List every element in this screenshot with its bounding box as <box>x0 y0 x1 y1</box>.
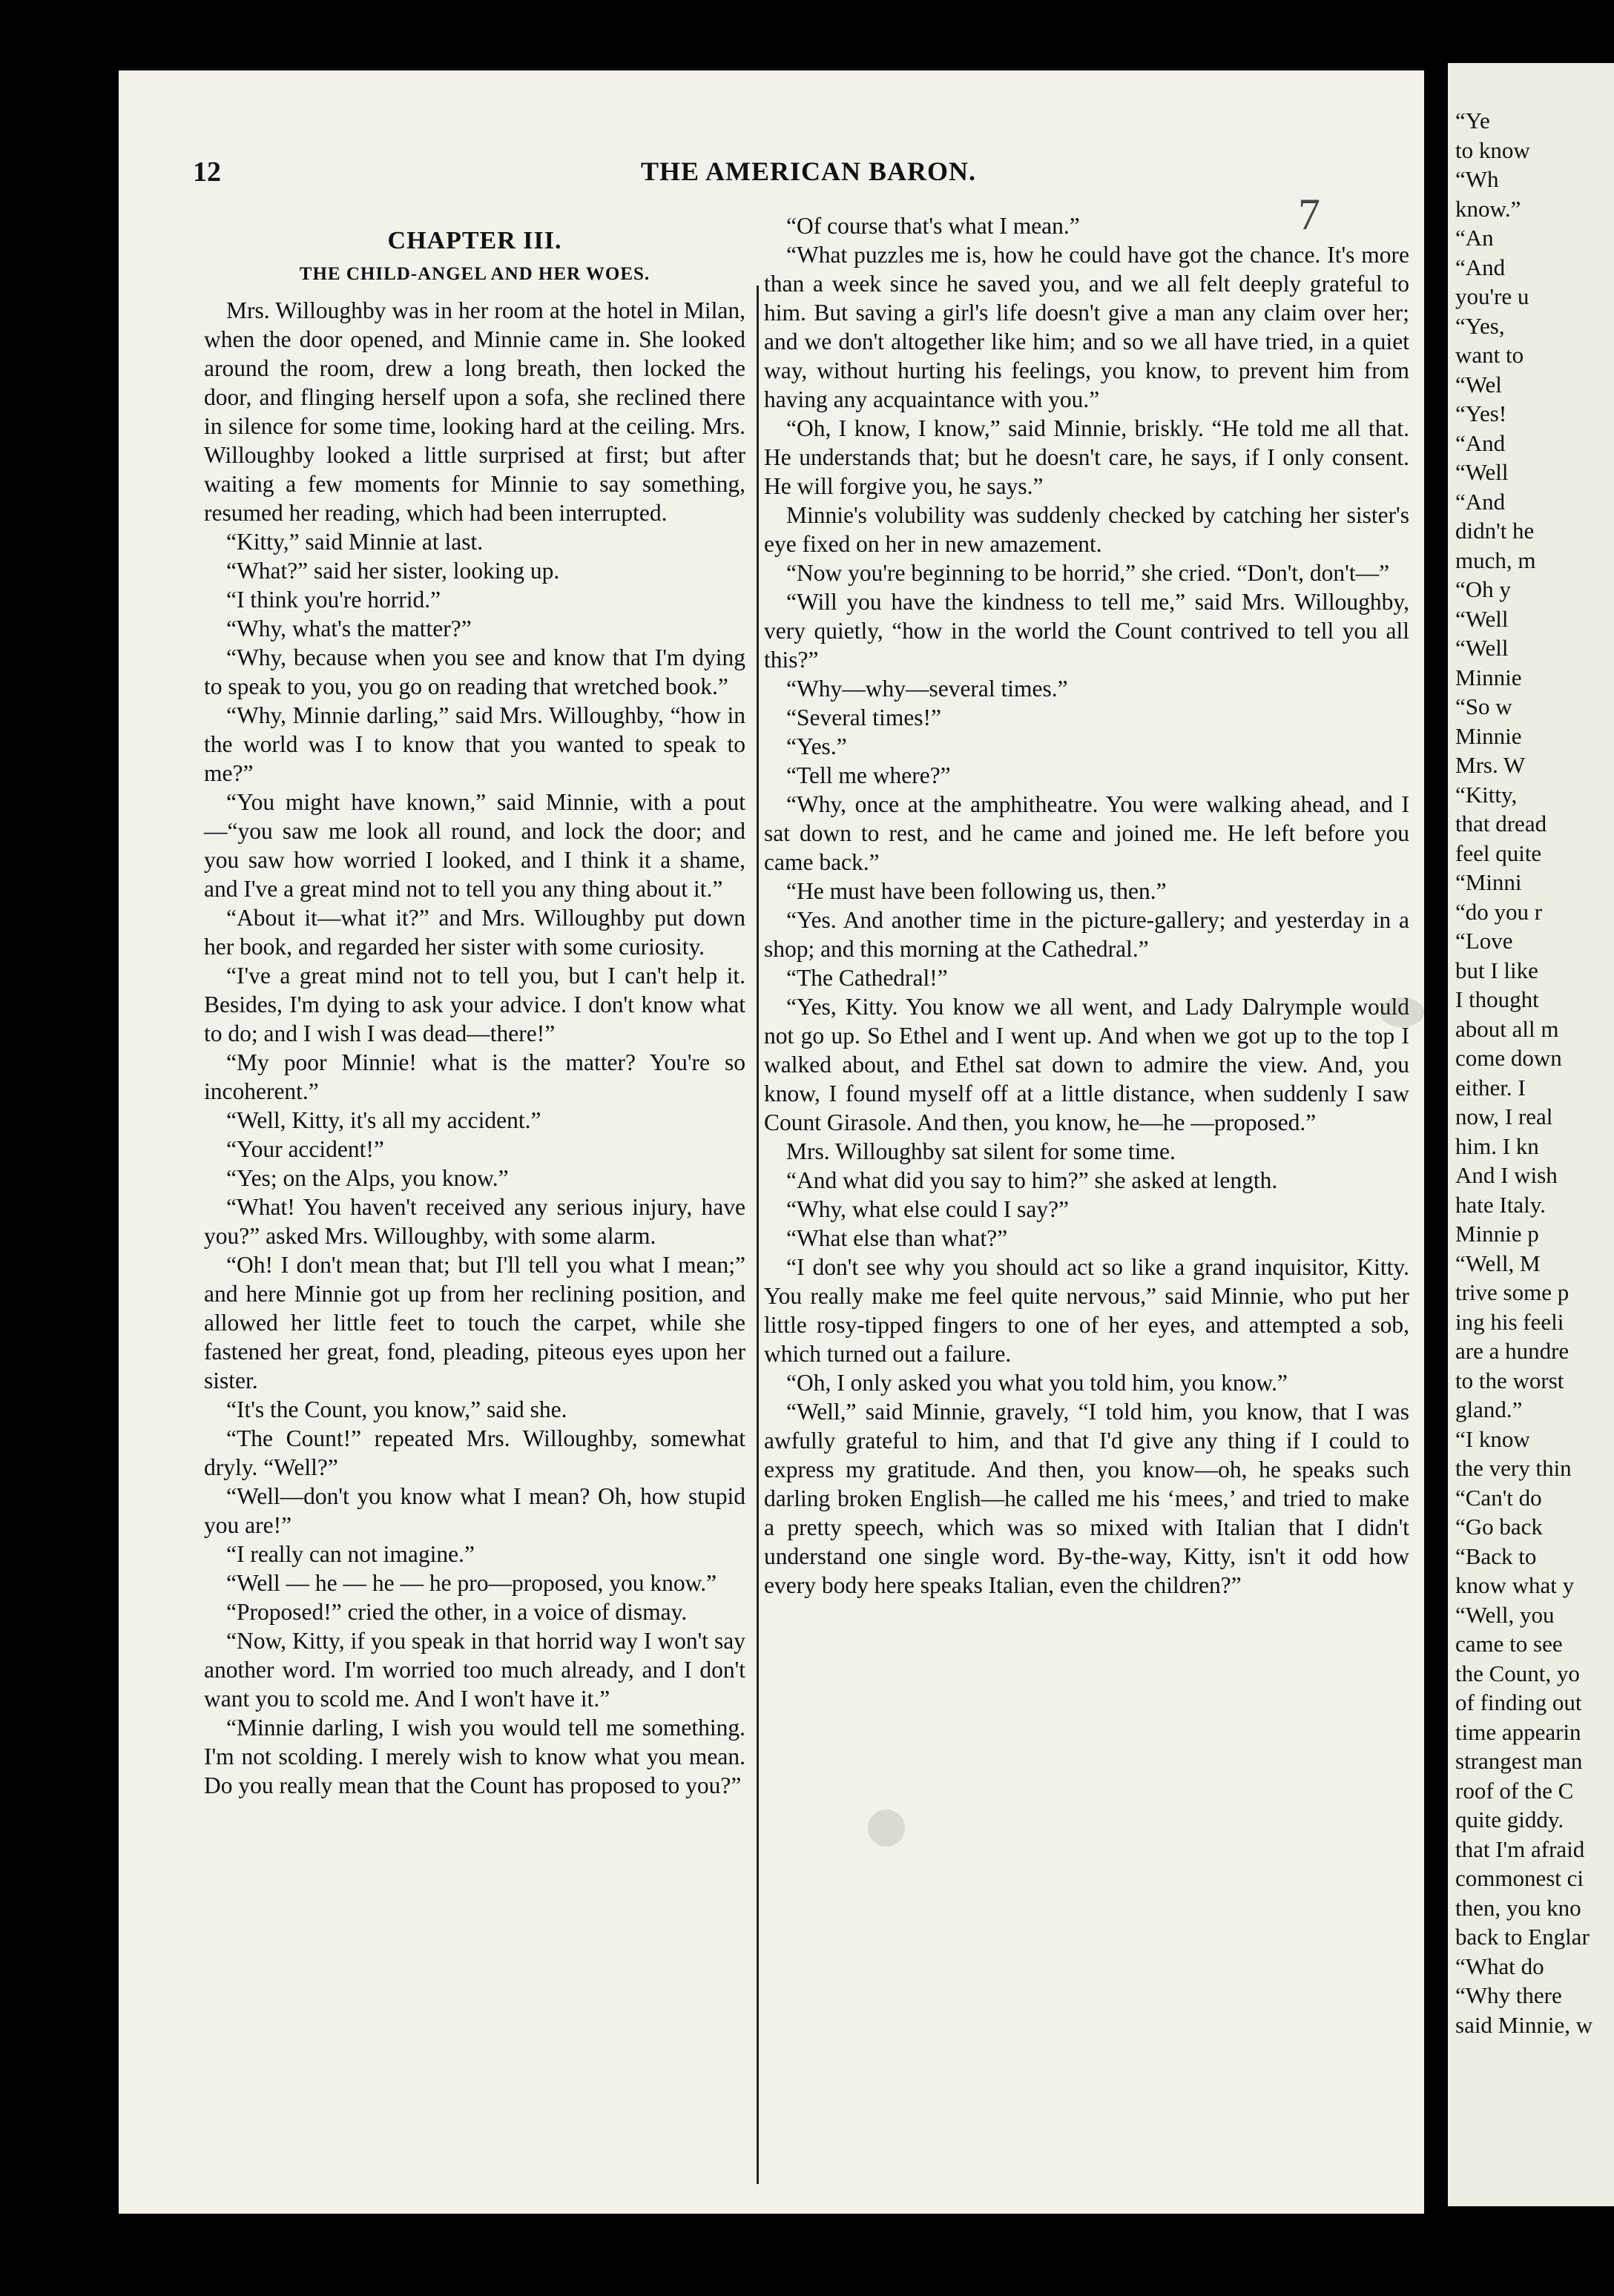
text-fragment: that dread <box>1455 811 1547 837</box>
text-fragment: “Oh y <box>1455 576 1511 602</box>
text-fragment: Minnie p <box>1455 1221 1539 1247</box>
text-fragment: “So w <box>1455 693 1512 719</box>
paragraph: “The Count!” repeated Mrs. Willoughby, somewhat dryly. “Well?” <box>204 1425 745 1480</box>
paragraph: “Minnie darling, I wish you would tell me something. I'm not scolding. I merely wish to know what you mean. Do you really mean that the Count has proposed to you?” <box>204 1715 745 1798</box>
handwritten-mark: 7 <box>1298 190 1320 239</box>
paragraph: “He must have been following us, then.” <box>786 878 1167 904</box>
text-fragment: of finding out <box>1455 1689 1582 1715</box>
text-fragment: the Count, yo <box>1455 1660 1580 1686</box>
paragraph: “Proposed!” cried the other, in a voice of dismay. <box>226 1599 688 1625</box>
text-fragment: “Back to <box>1455 1543 1537 1569</box>
paragraph: “Your accident!” <box>226 1136 384 1162</box>
text-fragment: “Kitty, <box>1455 781 1518 808</box>
text-fragment: “What do <box>1455 1953 1544 1979</box>
text-fragment: you're u <box>1455 283 1529 309</box>
chapter-heading: CHAPTER III. <box>387 227 562 254</box>
text-fragment: And I wish <box>1455 1162 1558 1188</box>
paragraph: “What else than what?” <box>786 1225 1008 1251</box>
column-divider <box>757 286 759 2184</box>
text-fragment: know what y <box>1455 1572 1575 1598</box>
paragraph: “Yes.” <box>786 733 847 759</box>
text-fragment: commonest ci <box>1455 1865 1584 1891</box>
text-fragment: “And <box>1455 488 1506 515</box>
text-fragment: gland.” <box>1455 1396 1523 1422</box>
chapter-subtitle: THE CHILD-ANGEL AND HER WOES. <box>299 264 650 284</box>
text-fragment: “Yes, <box>1455 312 1505 339</box>
paragraph: “I really can not imagine.” <box>226 1541 475 1567</box>
column-right-text <box>764 211 1409 1600</box>
text-fragment: ing his feeli <box>1455 1308 1564 1335</box>
page-number: 12 <box>193 156 221 188</box>
paragraph: “Yes; on the Alps, you know.” <box>226 1165 509 1191</box>
text-fragment: “Wel <box>1455 371 1502 397</box>
text-fragment: “An <box>1455 225 1494 251</box>
text-fragment: then, you kno <box>1455 1894 1581 1921</box>
paragraph: “Kitty,” said Minnie at last. <box>226 529 484 555</box>
text-fragment: “I know <box>1455 1425 1530 1452</box>
text-fragment: “Well <box>1455 605 1509 632</box>
paragraph: “Several times!” <box>786 705 942 730</box>
text-fragment: feel quite <box>1455 839 1542 866</box>
text-fragment: Minnie <box>1455 722 1522 749</box>
text-fragment: “Go back <box>1455 1514 1543 1540</box>
paragraph: “Why, once at the amphitheatre. You were walking ahead, and I sat down to rest, and he came and joined me. He left before you came back.” <box>764 791 1409 875</box>
paragraph: “About it—what it?” and Mrs. Willoughby put down her book, and regarded her sister with some curiosity. <box>204 905 745 960</box>
text-fragment: come down <box>1455 1045 1562 1071</box>
text-fragment: “Minni <box>1455 869 1522 895</box>
paragraph: “Why, what else could I say?” <box>786 1196 1070 1222</box>
text-fragment: are a hundre <box>1455 1338 1569 1364</box>
text-fragment: “Wh <box>1455 166 1499 192</box>
text-fragment: came to see <box>1455 1631 1563 1657</box>
text-fragment: back to Englar <box>1455 1924 1590 1950</box>
paragraph: “Yes, Kitty. You know we all went, and Lady Dalrymple would not go up. So Ethel and I went up. And when we got up to the top I walked about, and Ethel sat down to admire the view. And, you know, I found myself off at a little distance, when suddenly I saw Count Girasole. And then, you know, he—he —proposed.” <box>764 994 1409 1135</box>
paragraph: “Why—why—several times.” <box>786 676 1068 702</box>
column-left-text <box>204 296 745 1800</box>
text-fragment: “Love <box>1455 928 1513 954</box>
text-fragment: “Well, M <box>1455 1250 1541 1276</box>
text-fragment: strangest man <box>1455 1748 1583 1774</box>
text-fragment: to know <box>1455 136 1530 163</box>
text-fragment: “Well <box>1455 635 1509 661</box>
paragraph: “Well, Kitty, it's all my accident.” <box>226 1107 541 1133</box>
text-fragment: “And <box>1455 254 1506 280</box>
column-left <box>204 219 745 1800</box>
text-fragment: now, I real <box>1455 1104 1553 1129</box>
adjacent-page-fragment <box>1448 63 1614 2206</box>
text-fragment: I thought <box>1455 986 1539 1012</box>
paragraph: “The Cathedral!” <box>786 965 948 991</box>
text-fragment: but I like <box>1455 957 1538 983</box>
paragraph: “Of course that's what I mean.” <box>786 213 1080 239</box>
paragraph: “It's the Count, you know,” said she. <box>226 1396 567 1422</box>
text-fragment: “Yes! <box>1455 400 1507 426</box>
paragraph: “Oh! I don't mean that; but I'll tell you what I mean;” and here Minnie got up from her reclining position, and allowed her little feet to touch the carpet, while she fastened her great, fond, pleading, piteous eyes upon her sister. <box>204 1252 745 1393</box>
paragraph: “What?” said her sister, looking up. <box>226 558 560 584</box>
text-fragment: said Minnie, w <box>1455 2011 1593 2038</box>
text-fragment: him. I kn <box>1455 1132 1539 1159</box>
paragraph: “Oh, I only asked you what you told him, you know.” <box>786 1370 1288 1396</box>
paragraph: “Yes. And another time in the picture-gallery; and yesterday in a shop; and this morning at the Cathedral.” <box>764 907 1409 962</box>
paragraph: “I think you're horrid.” <box>226 587 441 613</box>
text-fragment: hate Italy. <box>1455 1191 1546 1218</box>
text-fragment: “And <box>1455 429 1506 456</box>
paragraph: “Why, what's the matter?” <box>226 616 472 641</box>
paragraph: Mrs. Willoughby sat silent for some time. <box>786 1138 1176 1164</box>
paragraph: “Why, Minnie darling,” said Mrs. Willoughby, “how in the world was I to know that you wanted to speak to me?” <box>204 702 745 786</box>
text-fragment: Mrs. W <box>1455 752 1526 778</box>
text-fragment: “do you r <box>1455 898 1543 925</box>
paragraph: Minnie's volubility was suddenly checked by catching her sister's eye fixed on her in new amazement. <box>764 502 1409 557</box>
paragraph: “I don't see why you should act so like a grand inquisitor, Kitty. You really make me feel quite nervous,” said Minnie, who put her little rosy-tipped fingers to one of her eyes, and attempted a sob, which turned out a failure. <box>764 1254 1409 1367</box>
text-fragment: “Why there <box>1455 1982 1562 2008</box>
paragraph: “My poor Minnie! what is the matter? You're so incoherent.” <box>204 1049 745 1104</box>
text-fragment: the very thin <box>1455 1455 1572 1481</box>
paragraph: “Now you're beginning to be horrid,” she cried. “Don't, don't—” <box>786 560 1390 586</box>
column-right <box>764 211 1409 1600</box>
paragraph: “I've a great mind not to tell you, but I can't help it. Besides, I'm dying to ask your advice. I don't know what to do; and I wish I was dead—there!” <box>204 963 745 1046</box>
paragraph: “What! You haven't received any serious injury, have you?” asked Mrs. Willoughby, with some alarm. <box>204 1194 745 1249</box>
paragraph: “Tell me where?” <box>786 762 951 788</box>
text-fragment: “Can't do <box>1455 1484 1542 1511</box>
paragraph: “Oh, I know, I know,” said Minnie, briskly. “He told me all that. He understands that; but he doesn't care, he says, if I only consent. He will forgive you, he says.” <box>764 415 1409 499</box>
paragraph: Mrs. Willoughby was in her room at the hotel in Milan, when the door opened, and Minnie came in. She looked around the room, drew a long breath, then locked the door, and flinging herself upon a sofa, she reclined there in silence for some time, looking hard at the ceiling. Mrs. Willoughby looked a little surprised at first; but after waiting a few moments for Minnie to say something, resumed her reading, which had been interrupted. <box>204 297 745 526</box>
paragraph: “Why, because when you see and know that I'm dying to speak to you, you go on reading that wretched book.” <box>204 644 745 699</box>
paragraph: “Now, Kitty, if you speak in that horrid way I won't say another word. I'm worried too much already, and I don't want you to scold me. And I won't have it.” <box>204 1628 745 1712</box>
paragraph: “Well — he — he — he pro—proposed, you know.” <box>226 1570 717 1596</box>
text-fragment: “Ye <box>1455 108 1490 133</box>
paragraph: “You might have known,” said Minnie, with a pout—“you saw me look all round, and lock the door; and you saw how worried I looked, and I think it a shame, and I've a great mind not to tell you any thing about it.” <box>204 789 745 902</box>
text-fragment: much, m <box>1455 547 1536 573</box>
page-stain <box>868 1810 905 1847</box>
paragraph: “And what did you say to him?” she asked at length. <box>786 1167 1278 1193</box>
text-fragment: either. I <box>1455 1074 1526 1101</box>
text-fragment: Minnie <box>1455 664 1522 690</box>
paragraph: “Well—don't you know what I mean? Oh, how stupid you are!” <box>204 1483 745 1538</box>
text-fragment: trive some p <box>1455 1279 1569 1305</box>
text-fragment: time appearin <box>1455 1718 1581 1745</box>
text-fragment: roof of the C <box>1455 1777 1574 1804</box>
text-fragment: “Well, you <box>1455 1601 1555 1628</box>
text-fragment: quite giddy. <box>1455 1807 1564 1832</box>
paragraph: “What puzzles me is, how he could have got the chance. It's more than a week since he saved you, and we all felt deeply grateful to him. But saving a girl's life doesn't give a man any claim over her; and we don't altogether like him; and so we all have tried, in a quiet way, without hurting his feelings, you know, to prevent him from having any acquaintance with you.” <box>764 242 1409 412</box>
text-fragment: that I'm afraid <box>1455 1835 1585 1862</box>
text-fragment: want to <box>1455 342 1524 368</box>
running-title: THE AMERICAN BARON. <box>640 156 977 186</box>
text-fragment: know.” <box>1455 195 1521 222</box>
text-fragment: “Well <box>1455 459 1509 485</box>
text-fragment: didn't he <box>1455 518 1535 544</box>
paragraph: “Will you have the kindness to tell me,” said Mrs. Willoughby, very quietly, “how in the world the Count contrived to tell you all this?” <box>764 589 1409 673</box>
text-fragment: about all m <box>1455 1015 1559 1042</box>
page-stain <box>1380 997 1424 1027</box>
text-fragment: to the worst <box>1455 1367 1564 1393</box>
book-page <box>119 70 1424 2214</box>
paragraph: “Well,” said Minnie, gravely, “I told him, you know, that I was awfully grateful to him, and that I'd give any thing if I could to express my gratitude. And then, you know—oh, he speaks such darling broken English—he called me his ‘mees,’ and tried to make a pretty speech, which was so mixed with Italian that I didn't understand one single word. By-the-way, Kitty, isn't it odd how every body here speaks Italian, even the children?” <box>764 1399 1409 1598</box>
